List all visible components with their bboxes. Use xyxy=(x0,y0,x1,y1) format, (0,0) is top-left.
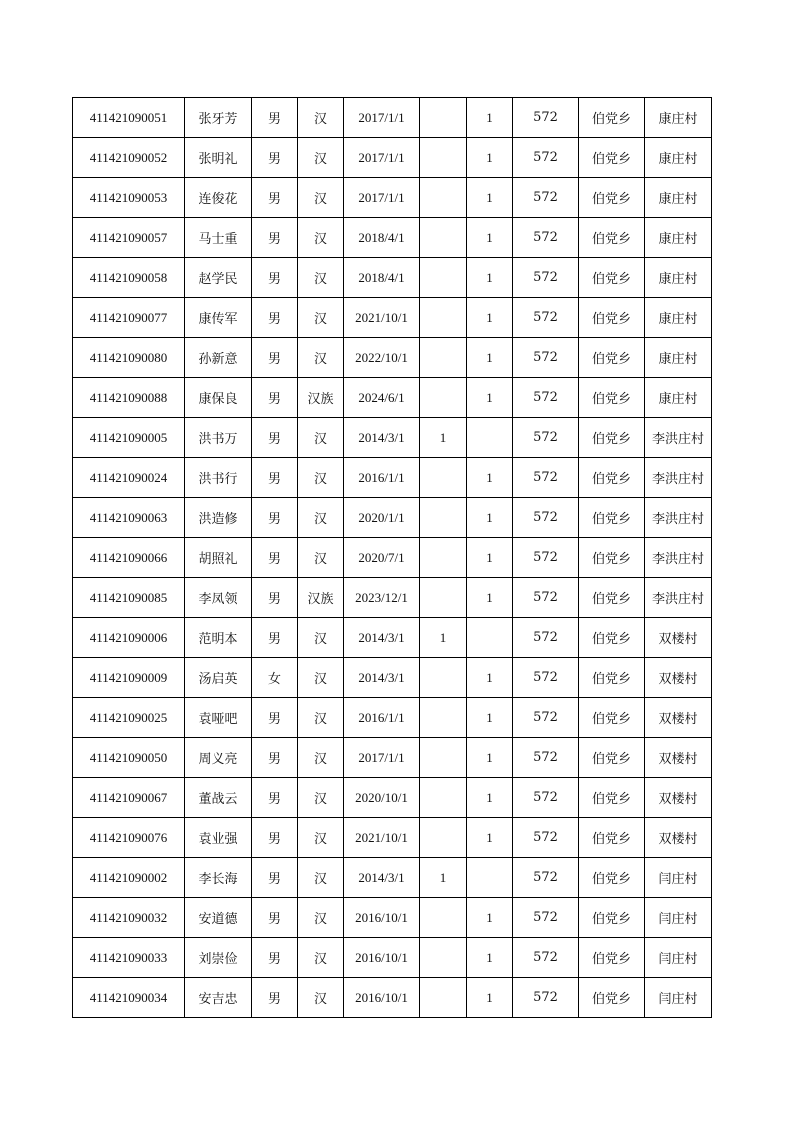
cell-count-a xyxy=(420,218,467,258)
cell-ethnicity: 汉族 xyxy=(298,578,344,618)
cell-id-code: 411421090025 xyxy=(73,698,185,738)
cell-village: 李洪庄村 xyxy=(645,458,712,498)
cell-ethnicity: 汉 xyxy=(298,538,344,578)
cell-date: 2017/1/1 xyxy=(344,178,420,218)
cell-village: 双楼村 xyxy=(645,818,712,858)
cell-ethnicity: 汉 xyxy=(298,218,344,258)
cell-village: 双楼村 xyxy=(645,698,712,738)
cell-gender: 男 xyxy=(252,338,298,378)
cell-gender: 男 xyxy=(252,738,298,778)
cell-township: 伯党乡 xyxy=(579,258,645,298)
cell-id-code: 411421090077 xyxy=(73,298,185,338)
cell-count-b: 1 xyxy=(467,138,513,178)
cell-village: 康庄村 xyxy=(645,178,712,218)
cell-gender: 女 xyxy=(252,658,298,698)
cell-village: 闫庄村 xyxy=(645,858,712,898)
cell-id-code: 411421090052 xyxy=(73,138,185,178)
table-row xyxy=(73,738,712,778)
table-row xyxy=(73,538,712,578)
cell-gender: 男 xyxy=(252,418,298,458)
cell-name: 赵学民 xyxy=(185,258,252,298)
cell-village: 康庄村 xyxy=(645,338,712,378)
cell-township: 伯党乡 xyxy=(579,578,645,618)
cell-village: 闫庄村 xyxy=(645,898,712,938)
cell-amount: 572 xyxy=(513,578,579,618)
cell-gender: 男 xyxy=(252,538,298,578)
cell-count-a xyxy=(420,898,467,938)
cell-count-b xyxy=(467,858,513,898)
cell-gender: 男 xyxy=(252,298,298,338)
table-row xyxy=(73,618,712,658)
cell-gender: 男 xyxy=(252,618,298,658)
cell-amount: 572 xyxy=(513,738,579,778)
cell-name: 汤启英 xyxy=(185,658,252,698)
cell-ethnicity: 汉 xyxy=(298,818,344,858)
cell-name: 康传军 xyxy=(185,298,252,338)
cell-township: 伯党乡 xyxy=(579,698,645,738)
cell-id-code: 411421090034 xyxy=(73,978,185,1018)
cell-township: 伯党乡 xyxy=(579,538,645,578)
cell-village: 闫庄村 xyxy=(645,978,712,1018)
table-row xyxy=(73,218,712,258)
cell-amount: 572 xyxy=(513,618,579,658)
cell-village: 闫庄村 xyxy=(645,938,712,978)
cell-count-a: 1 xyxy=(420,418,467,458)
cell-ethnicity: 汉 xyxy=(298,418,344,458)
cell-amount: 572 xyxy=(513,978,579,1018)
cell-name: 刘崇俭 xyxy=(185,938,252,978)
cell-name: 孙新意 xyxy=(185,338,252,378)
cell-township: 伯党乡 xyxy=(579,658,645,698)
cell-gender: 男 xyxy=(252,218,298,258)
cell-count-a xyxy=(420,938,467,978)
cell-date: 2016/10/1 xyxy=(344,978,420,1018)
cell-id-code: 411421090024 xyxy=(73,458,185,498)
cell-count-a xyxy=(420,658,467,698)
cell-id-code: 411421090002 xyxy=(73,858,185,898)
cell-id-code: 411421090032 xyxy=(73,898,185,938)
cell-amount: 572 xyxy=(513,818,579,858)
cell-count-a xyxy=(420,258,467,298)
table-row xyxy=(73,858,712,898)
cell-name: 李长海 xyxy=(185,858,252,898)
cell-date: 2014/3/1 xyxy=(344,418,420,458)
cell-township: 伯党乡 xyxy=(579,778,645,818)
cell-count-b: 1 xyxy=(467,458,513,498)
table-row xyxy=(73,458,712,498)
records-table xyxy=(72,97,712,1018)
cell-township: 伯党乡 xyxy=(579,178,645,218)
cell-amount: 572 xyxy=(513,538,579,578)
cell-township: 伯党乡 xyxy=(579,218,645,258)
cell-village: 康庄村 xyxy=(645,138,712,178)
cell-id-code: 411421090009 xyxy=(73,658,185,698)
cell-name: 袁哑吧 xyxy=(185,698,252,738)
cell-village: 李洪庄村 xyxy=(645,578,712,618)
cell-ethnicity: 汉 xyxy=(298,898,344,938)
cell-amount: 572 xyxy=(513,218,579,258)
table-row xyxy=(73,138,712,178)
cell-ethnicity: 汉 xyxy=(298,858,344,898)
cell-count-a: 1 xyxy=(420,618,467,658)
cell-count-a xyxy=(420,818,467,858)
cell-ethnicity: 汉 xyxy=(298,98,344,138)
cell-township: 伯党乡 xyxy=(579,98,645,138)
table-row xyxy=(73,338,712,378)
cell-village: 双楼村 xyxy=(645,778,712,818)
cell-ethnicity: 汉 xyxy=(298,658,344,698)
cell-village: 李洪庄村 xyxy=(645,418,712,458)
cell-count-b: 1 xyxy=(467,738,513,778)
table-row xyxy=(73,418,712,458)
cell-count-a xyxy=(420,738,467,778)
table-row xyxy=(73,378,712,418)
cell-amount: 572 xyxy=(513,178,579,218)
cell-village: 双楼村 xyxy=(645,658,712,698)
cell-name: 连俊花 xyxy=(185,178,252,218)
cell-gender: 男 xyxy=(252,138,298,178)
cell-gender: 男 xyxy=(252,98,298,138)
cell-name: 洪造修 xyxy=(185,498,252,538)
cell-village: 康庄村 xyxy=(645,218,712,258)
cell-date: 2016/10/1 xyxy=(344,938,420,978)
table-row xyxy=(73,578,712,618)
cell-ethnicity: 汉 xyxy=(298,778,344,818)
cell-count-b: 1 xyxy=(467,578,513,618)
cell-count-a xyxy=(420,338,467,378)
cell-amount: 572 xyxy=(513,418,579,458)
cell-count-b: 1 xyxy=(467,978,513,1018)
cell-township: 伯党乡 xyxy=(579,738,645,778)
cell-amount: 572 xyxy=(513,858,579,898)
cell-name: 李凤领 xyxy=(185,578,252,618)
cell-count-a xyxy=(420,498,467,538)
cell-count-b xyxy=(467,418,513,458)
cell-id-code: 411421090050 xyxy=(73,738,185,778)
table-row xyxy=(73,298,712,338)
cell-date: 2024/6/1 xyxy=(344,378,420,418)
cell-name: 张明礼 xyxy=(185,138,252,178)
cell-date: 2020/10/1 xyxy=(344,778,420,818)
cell-id-code: 411421090085 xyxy=(73,578,185,618)
cell-name: 袁业强 xyxy=(185,818,252,858)
cell-name: 胡照礼 xyxy=(185,538,252,578)
cell-id-code: 411421090063 xyxy=(73,498,185,538)
cell-count-a xyxy=(420,178,467,218)
cell-ethnicity: 汉族 xyxy=(298,378,344,418)
cell-count-a xyxy=(420,378,467,418)
cell-amount: 572 xyxy=(513,498,579,538)
cell-township: 伯党乡 xyxy=(579,378,645,418)
cell-date: 2018/4/1 xyxy=(344,218,420,258)
cell-date: 2020/7/1 xyxy=(344,538,420,578)
table-row xyxy=(73,178,712,218)
cell-gender: 男 xyxy=(252,818,298,858)
cell-date: 2014/3/1 xyxy=(344,658,420,698)
cell-township: 伯党乡 xyxy=(579,138,645,178)
cell-count-a xyxy=(420,538,467,578)
cell-count-a xyxy=(420,138,467,178)
cell-ethnicity: 汉 xyxy=(298,498,344,538)
cell-count-b: 1 xyxy=(467,698,513,738)
cell-date: 2018/4/1 xyxy=(344,258,420,298)
cell-date: 2016/1/1 xyxy=(344,698,420,738)
cell-count-b: 1 xyxy=(467,778,513,818)
cell-gender: 男 xyxy=(252,498,298,538)
cell-date: 2017/1/1 xyxy=(344,738,420,778)
table-row xyxy=(73,498,712,538)
table-row xyxy=(73,898,712,938)
cell-date: 2014/3/1 xyxy=(344,858,420,898)
cell-gender: 男 xyxy=(252,858,298,898)
cell-gender: 男 xyxy=(252,258,298,298)
cell-count-a: 1 xyxy=(420,858,467,898)
cell-township: 伯党乡 xyxy=(579,898,645,938)
cell-ethnicity: 汉 xyxy=(298,978,344,1018)
cell-gender: 男 xyxy=(252,938,298,978)
cell-township: 伯党乡 xyxy=(579,458,645,498)
table-row xyxy=(73,978,712,1018)
cell-count-b: 1 xyxy=(467,338,513,378)
cell-id-code: 411421090080 xyxy=(73,338,185,378)
cell-amount: 572 xyxy=(513,258,579,298)
cell-gender: 男 xyxy=(252,978,298,1018)
cell-count-b: 1 xyxy=(467,658,513,698)
cell-id-code: 411421090067 xyxy=(73,778,185,818)
cell-count-b: 1 xyxy=(467,378,513,418)
cell-village: 李洪庄村 xyxy=(645,538,712,578)
cell-gender: 男 xyxy=(252,778,298,818)
table-row xyxy=(73,658,712,698)
cell-village: 李洪庄村 xyxy=(645,498,712,538)
cell-count-a xyxy=(420,298,467,338)
cell-township: 伯党乡 xyxy=(579,938,645,978)
cell-township: 伯党乡 xyxy=(579,298,645,338)
cell-township: 伯党乡 xyxy=(579,498,645,538)
cell-gender: 男 xyxy=(252,458,298,498)
cell-count-b: 1 xyxy=(467,818,513,858)
cell-name: 周义亮 xyxy=(185,738,252,778)
cell-count-a xyxy=(420,458,467,498)
cell-name: 洪书万 xyxy=(185,418,252,458)
cell-id-code: 411421090066 xyxy=(73,538,185,578)
cell-date: 2022/10/1 xyxy=(344,338,420,378)
cell-township: 伯党乡 xyxy=(579,858,645,898)
cell-date: 2016/10/1 xyxy=(344,898,420,938)
cell-date: 2020/1/1 xyxy=(344,498,420,538)
cell-count-a xyxy=(420,698,467,738)
cell-ethnicity: 汉 xyxy=(298,338,344,378)
cell-amount: 572 xyxy=(513,898,579,938)
cell-gender: 男 xyxy=(252,378,298,418)
cell-count-b: 1 xyxy=(467,258,513,298)
cell-amount: 572 xyxy=(513,458,579,498)
cell-id-code: 411421090051 xyxy=(73,98,185,138)
cell-count-b xyxy=(467,618,513,658)
cell-gender: 男 xyxy=(252,178,298,218)
cell-count-b: 1 xyxy=(467,98,513,138)
cell-count-b: 1 xyxy=(467,538,513,578)
table-row xyxy=(73,98,712,138)
cell-count-b: 1 xyxy=(467,298,513,338)
cell-date: 2016/1/1 xyxy=(344,458,420,498)
cell-village: 康庄村 xyxy=(645,258,712,298)
cell-id-code: 411421090076 xyxy=(73,818,185,858)
cell-amount: 572 xyxy=(513,298,579,338)
cell-date: 2023/12/1 xyxy=(344,578,420,618)
cell-amount: 572 xyxy=(513,698,579,738)
cell-count-a xyxy=(420,978,467,1018)
cell-id-code: 411421090058 xyxy=(73,258,185,298)
cell-date: 2021/10/1 xyxy=(344,818,420,858)
cell-gender: 男 xyxy=(252,698,298,738)
cell-township: 伯党乡 xyxy=(579,818,645,858)
cell-count-a xyxy=(420,98,467,138)
cell-name: 康保良 xyxy=(185,378,252,418)
cell-name: 范明本 xyxy=(185,618,252,658)
cell-id-code: 411421090005 xyxy=(73,418,185,458)
cell-village: 双楼村 xyxy=(645,738,712,778)
cell-ethnicity: 汉 xyxy=(298,938,344,978)
cell-township: 伯党乡 xyxy=(579,978,645,1018)
cell-ethnicity: 汉 xyxy=(298,738,344,778)
cell-name: 张牙芳 xyxy=(185,98,252,138)
cell-count-b: 1 xyxy=(467,938,513,978)
cell-count-b: 1 xyxy=(467,218,513,258)
cell-amount: 572 xyxy=(513,98,579,138)
cell-ethnicity: 汉 xyxy=(298,178,344,218)
cell-count-a xyxy=(420,578,467,618)
cell-id-code: 411421090088 xyxy=(73,378,185,418)
cell-name: 洪书行 xyxy=(185,458,252,498)
cell-ethnicity: 汉 xyxy=(298,458,344,498)
cell-id-code: 411421090053 xyxy=(73,178,185,218)
cell-gender: 男 xyxy=(252,578,298,618)
table-body xyxy=(73,98,712,1018)
cell-name: 安吉忠 xyxy=(185,978,252,1018)
cell-village: 双楼村 xyxy=(645,618,712,658)
table-row xyxy=(73,698,712,738)
cell-date: 2017/1/1 xyxy=(344,138,420,178)
cell-amount: 572 xyxy=(513,338,579,378)
cell-township: 伯党乡 xyxy=(579,618,645,658)
cell-ethnicity: 汉 xyxy=(298,698,344,738)
cell-ethnicity: 汉 xyxy=(298,618,344,658)
cell-ethnicity: 汉 xyxy=(298,258,344,298)
cell-ethnicity: 汉 xyxy=(298,138,344,178)
cell-ethnicity: 汉 xyxy=(298,298,344,338)
table-row xyxy=(73,938,712,978)
cell-township: 伯党乡 xyxy=(579,418,645,458)
table-row xyxy=(73,258,712,298)
cell-name: 安道德 xyxy=(185,898,252,938)
cell-gender: 男 xyxy=(252,898,298,938)
cell-id-code: 411421090057 xyxy=(73,218,185,258)
cell-name: 马士重 xyxy=(185,218,252,258)
cell-amount: 572 xyxy=(513,938,579,978)
cell-count-b: 1 xyxy=(467,498,513,538)
cell-village: 康庄村 xyxy=(645,98,712,138)
cell-amount: 572 xyxy=(513,138,579,178)
cell-date: 2021/10/1 xyxy=(344,298,420,338)
cell-amount: 572 xyxy=(513,658,579,698)
table-row xyxy=(73,818,712,858)
cell-date: 2017/1/1 xyxy=(344,98,420,138)
cell-count-a xyxy=(420,778,467,818)
cell-count-b: 1 xyxy=(467,898,513,938)
cell-count-b: 1 xyxy=(467,178,513,218)
cell-amount: 572 xyxy=(513,378,579,418)
cell-amount: 572 xyxy=(513,778,579,818)
cell-name: 董战云 xyxy=(185,778,252,818)
cell-id-code: 411421090006 xyxy=(73,618,185,658)
cell-id-code: 411421090033 xyxy=(73,938,185,978)
cell-date: 2014/3/1 xyxy=(344,618,420,658)
cell-village: 康庄村 xyxy=(645,298,712,338)
cell-village: 康庄村 xyxy=(645,378,712,418)
cell-township: 伯党乡 xyxy=(579,338,645,378)
table-row xyxy=(73,778,712,818)
